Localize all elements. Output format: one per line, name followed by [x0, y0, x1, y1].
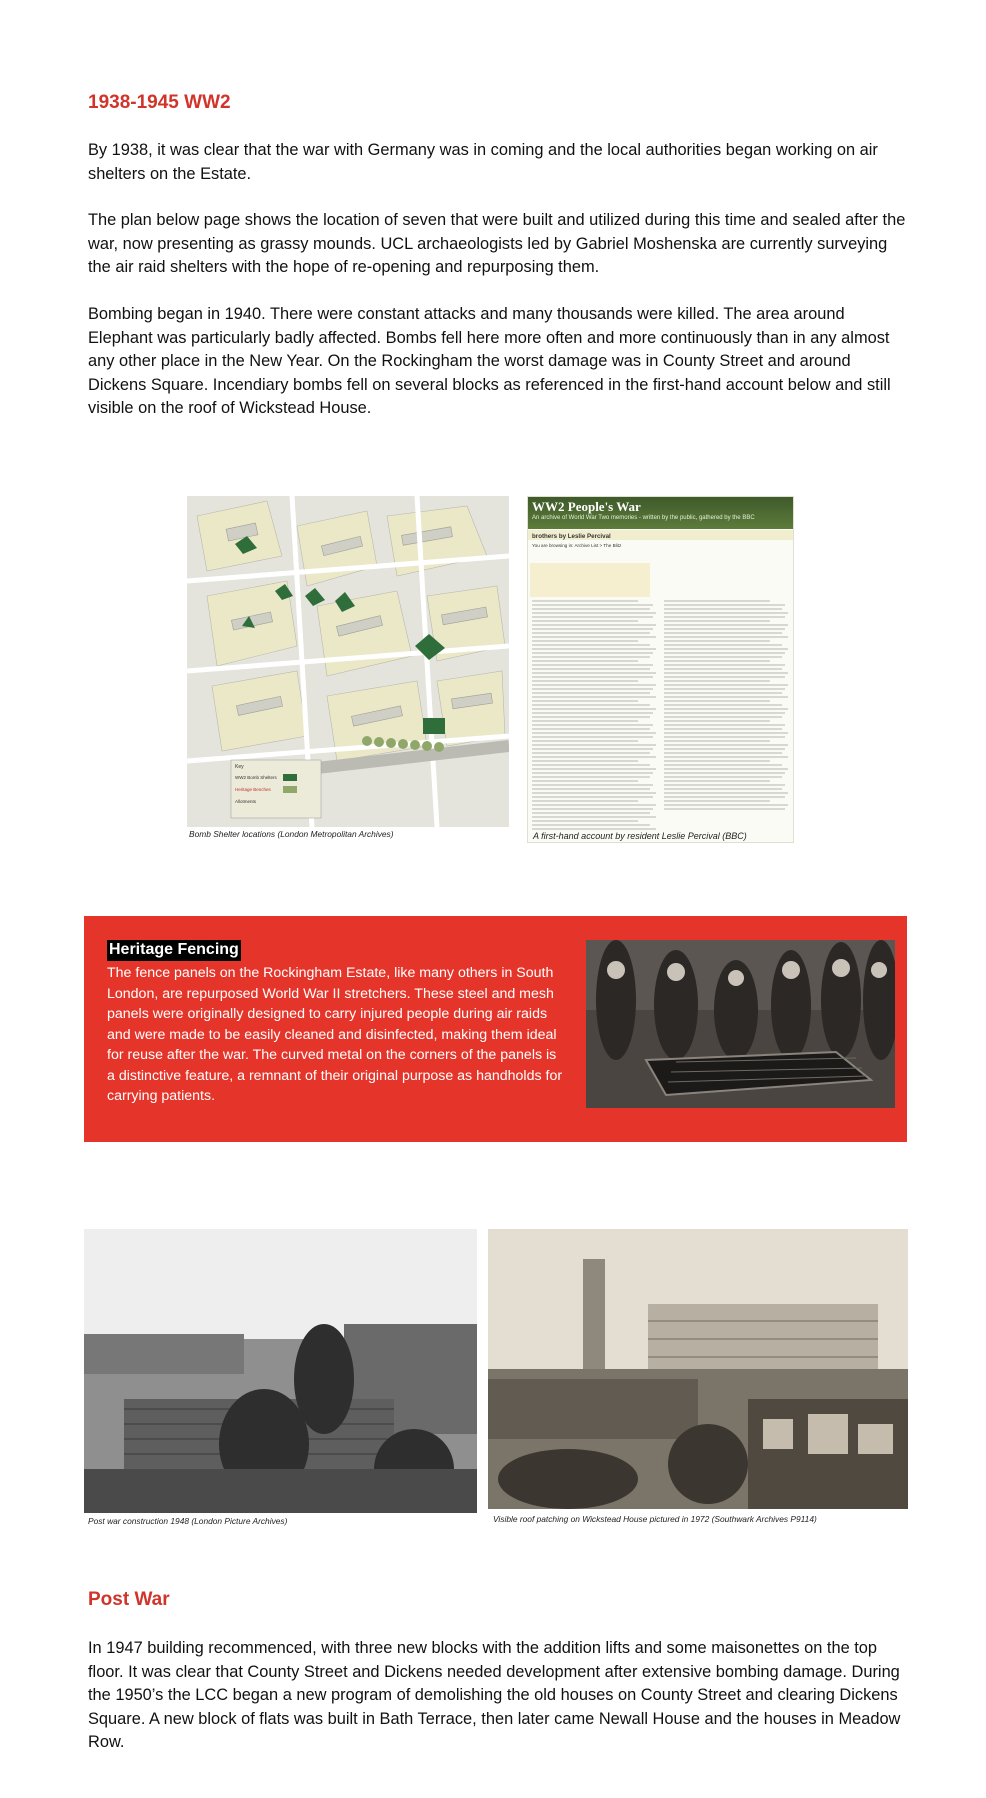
- article-site-subtitle: An archive of World War Two memories - written by the public, gathered by the BBC: [532, 515, 755, 521]
- article-site-title: WW2 People's War: [532, 499, 641, 514]
- article-browsing-path: You are browsing in: Archive List > The Blitz: [532, 543, 622, 548]
- map-key-item-benches: Heritage Benches: [235, 787, 271, 792]
- map-key-title: Key: [235, 764, 244, 770]
- bbc-article-scan: [527, 496, 794, 843]
- heritage-fencing-panel: [84, 916, 907, 1142]
- post-war-construction-photo: [84, 1229, 477, 1513]
- wickstead-house-caption: Visible roof patching on Wickstead House pictured in 1972 (Southwark Archives P9114): [493, 1514, 817, 1524]
- post-war-paragraph: In 1947 building recommenced, with three new blocks with the addition lifts and some maisonettes on the top floor. It was clear that County Street and Dickens needed development after extensive bombing damage. During the 1950’s the LCC began a new program of demolishing the old houses on County Street and clearing Dickens Square. A new block of flats was built in Bath Terrace, then later came Newall House and the houses in Meadow Row.: [88, 1639, 901, 1751]
- section-heading-ww2: 1938-1945 WW2: [88, 92, 231, 113]
- ww2-paragraph-3: Bombing began in 1940. There were constant attacks and many thousands were killed. The area around Elephant was particularly badly affected. Bombs fell here more often and more continuously than in any almost any other place in the New Year. On the Rockingham the worst damage was in County Street and around Dickens Square. Incendiary bombs fell on several blocks as referenced in the first-hand account below and still visible on the roof of Wickstead House.: [88, 305, 891, 417]
- map-key-item-shelters: WW2 Bomb Shelters: [235, 775, 277, 780]
- wickstead-house-photo: [488, 1229, 908, 1509]
- section-heading-post-war: Post War: [88, 1589, 170, 1610]
- heritage-fencing-text: The fence panels on the Rockingham Estate, like many others in South London, are repurposed World War II stretchers. These steel and mesh panels were originally designed to carry injured people during air raids and were made to be easily cleaned and disinfected, making them ideal for reuse after the war. The curved metal on the corners of the panels is a distinctive feature, a remnant of their original purpose as handholds for carrying patients.: [107, 965, 563, 1104]
- article-info-box: [530, 563, 650, 597]
- bomb-shelter-map: [187, 496, 509, 827]
- stretcher-photo: [586, 940, 895, 1108]
- ww2-paragraph-1: By 1938, it was clear that the war with Germany was in coming and the local authorities began working on air shelters on the Estate.: [88, 141, 878, 183]
- map-key-item-allotments: Allotments: [235, 799, 257, 804]
- article-story-title: brothers by Leslie Percival: [532, 533, 611, 540]
- post-war-construction-caption: Post war construction 1948 (London Picture Archives): [88, 1516, 288, 1526]
- ww2-paragraph-2: The plan below page shows the location of seven that were built and utilized during this time and sealed after the war, now presenting as grassy mounds. UCL archaeologists led by Gabriel Moshenska are currently surveying the air raid shelters with the hope of re-opening and repurposing them.: [88, 211, 906, 276]
- heritage-fencing-title: Heritage Fencing: [107, 940, 241, 961]
- article-text-lines: [528, 597, 793, 842]
- article-header: [528, 497, 793, 529]
- article-caption: A first-hand account by resident Leslie Percival (BBC): [533, 831, 747, 841]
- map-caption: Bomb Shelter locations (London Metropolitan Archives): [189, 829, 394, 839]
